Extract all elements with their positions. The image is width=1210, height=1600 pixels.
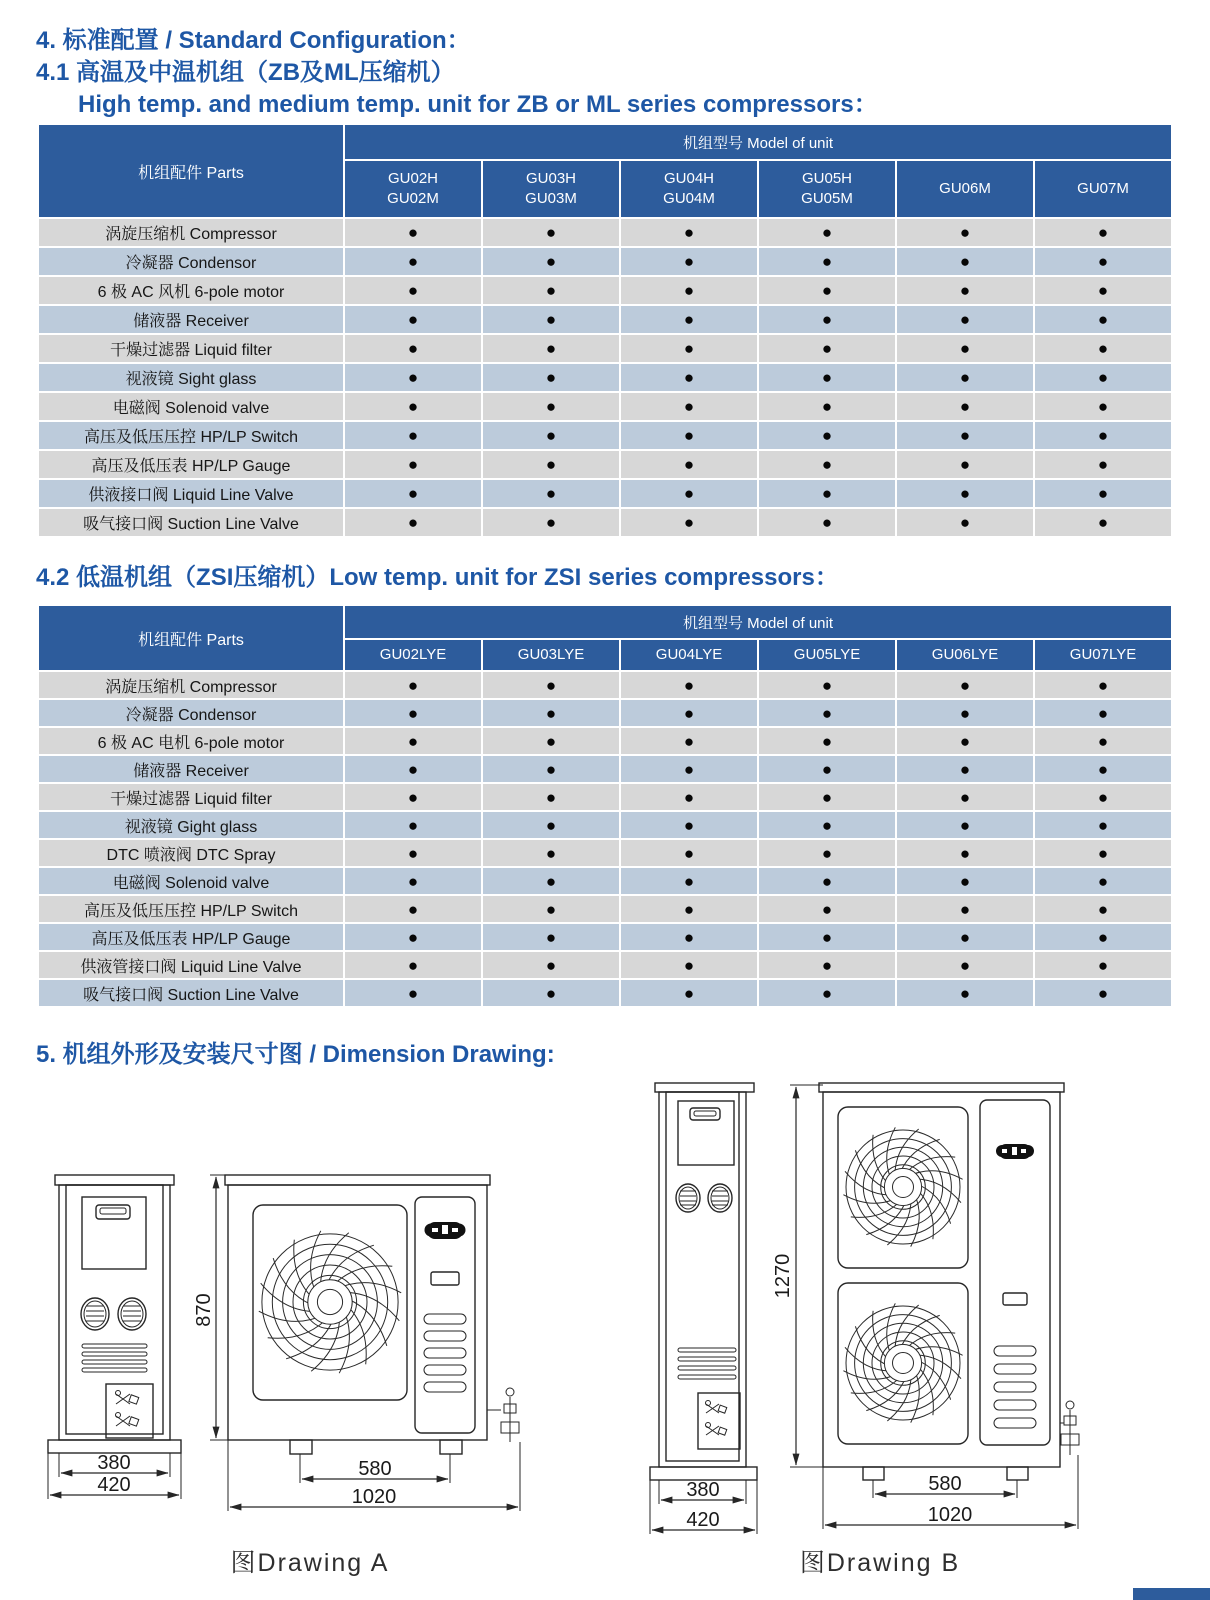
included-dot: ● [896, 811, 1034, 839]
included-dot: ● [482, 392, 620, 421]
included-dot: ● [758, 839, 896, 867]
table-row [38, 218, 1172, 247]
included-dot: ● [758, 392, 896, 421]
service-valve [1060, 1401, 1079, 1455]
included-dot: ● [1034, 450, 1172, 479]
included-dot: ● [620, 951, 758, 979]
included-dot: ● [758, 867, 896, 895]
model-column-GU03H: GU03H GU03M [482, 160, 620, 218]
drawing-b-caption: 图Drawing B [799, 1549, 961, 1577]
included-dot: ● [344, 508, 482, 537]
included-dot: ● [482, 783, 620, 811]
included-dot: ● [896, 450, 1034, 479]
included-dot: ● [896, 839, 1034, 867]
drawing-b-height-dim [772, 1085, 823, 1467]
part-label: 电磁阀 Solenoid valve [38, 867, 344, 895]
part-label: 储液器 Receiver [38, 305, 344, 334]
high-medium-temp-config-table [37, 123, 1173, 538]
included-dot: ● [344, 951, 482, 979]
pressure-gauge-icon [118, 1298, 146, 1330]
included-dot: ● [344, 218, 482, 247]
panel-vent-slats [994, 1346, 1036, 1428]
included-dot: ● [758, 895, 896, 923]
drawing-a-height-dim [193, 1175, 228, 1440]
valve-icon [706, 1401, 727, 1414]
valve-compartment [106, 1384, 153, 1438]
included-dot: ● [896, 867, 1034, 895]
included-dot: ● [896, 895, 1034, 923]
valve-icon [116, 1391, 139, 1405]
part-label: 高压及低压压控 HP/LP Switch [38, 421, 344, 450]
included-dot: ● [620, 839, 758, 867]
table-row [38, 247, 1172, 276]
section-4-title: 4. 标准配置 / Standard Configuration： [36, 27, 471, 54]
part-label: 冷凝器 Condensor [38, 699, 344, 727]
table-row [38, 699, 1172, 727]
included-dot: ● [758, 699, 896, 727]
included-dot: ● [896, 727, 1034, 755]
included-dot: ● [620, 979, 758, 1007]
included-dot: ● [758, 218, 896, 247]
table-row [38, 671, 1172, 699]
included-dot: ● [344, 979, 482, 1007]
part-label: 吸气接口阀 Suction Line Valve [38, 508, 344, 537]
model-column-GU06M: GU06M [896, 160, 1034, 218]
included-dot: ● [482, 479, 620, 508]
vent-slats [82, 1344, 147, 1372]
included-dot: ● [482, 334, 620, 363]
part-label: 6 极 AC 电机 6-pole motor [38, 727, 344, 755]
foot [290, 1440, 312, 1454]
included-dot: ● [482, 839, 620, 867]
dim-height: 1270 [772, 1253, 794, 1299]
included-dot: ● [482, 755, 620, 783]
part-label: 涡旋压缩机 Compressor [38, 218, 344, 247]
included-dot: ● [344, 276, 482, 305]
table-row [38, 276, 1172, 305]
dim-height: 870 [193, 1293, 215, 1327]
included-dot: ● [344, 839, 482, 867]
model-of-unit-header: 机组型号 Model of unit [344, 124, 1172, 160]
included-dot: ● [344, 305, 482, 334]
dim-outer-width: 420 [686, 1509, 720, 1531]
included-dot: ● [620, 811, 758, 839]
pressure-gauge-icon [676, 1184, 700, 1212]
included-dot: ● [344, 783, 482, 811]
drawing-a-caption: 图Drawing A [230, 1549, 390, 1577]
included-dot: ● [896, 783, 1034, 811]
section-41-title-zh: 4.1 高温及中温机组（ZB及ML压缩机） [36, 59, 455, 86]
parts-column-header: 机组配件 Parts [38, 124, 344, 218]
part-label: 视液镜 Gight glass [38, 811, 344, 839]
model-column-GU04H: GU04H GU04M [620, 160, 758, 218]
included-dot: ● [620, 783, 758, 811]
included-dot: ● [1034, 811, 1172, 839]
power-socket-icon [425, 1222, 466, 1239]
included-dot: ● [482, 951, 620, 979]
included-dot: ● [896, 363, 1034, 392]
included-dot: ● [758, 276, 896, 305]
included-dot: ● [758, 421, 896, 450]
included-dot: ● [620, 363, 758, 392]
table-row [38, 839, 1172, 867]
dim-inner-width: 380 [97, 1452, 131, 1474]
included-dot: ● [758, 755, 896, 783]
included-dot: ● [1034, 479, 1172, 508]
table-row [38, 867, 1172, 895]
included-dot: ● [1034, 218, 1172, 247]
included-dot: ● [1034, 923, 1172, 951]
included-dot: ● [758, 334, 896, 363]
dimension-drawing-b [600, 1048, 1210, 1543]
included-dot: ● [482, 247, 620, 276]
included-dot: ● [620, 450, 758, 479]
service-valve [487, 1388, 519, 1442]
drawing-a-front-view [225, 1175, 519, 1454]
drawing-b-front-dims [823, 1455, 1078, 1529]
table-row [38, 979, 1172, 1007]
included-dot: ● [620, 727, 758, 755]
section-41-title-en: High temp. and medium temp. unit for ZB or ML series compressors： [78, 91, 878, 118]
drawing-a-side-view [48, 1175, 181, 1453]
included-dot: ● [1034, 951, 1172, 979]
included-dot: ● [482, 363, 620, 392]
included-dot: ● [1034, 979, 1172, 1007]
included-dot: ● [620, 755, 758, 783]
included-dot: ● [758, 247, 896, 276]
table-row [38, 727, 1172, 755]
table-row [38, 508, 1172, 537]
parts-column-header: 机组配件 Parts [38, 605, 344, 671]
model-column-GU05H: GU05H GU05M [758, 160, 896, 218]
table-row [38, 363, 1172, 392]
included-dot: ● [896, 979, 1034, 1007]
included-dot: ● [344, 421, 482, 450]
table-row [38, 895, 1172, 923]
table-row [38, 479, 1172, 508]
table-row [38, 392, 1172, 421]
included-dot: ● [896, 951, 1034, 979]
dim-feet-span: 580 [928, 1473, 962, 1495]
section-5-title: 5. 机组外形及安装尺寸图 / Dimension Drawing: [36, 1041, 555, 1068]
fan-grille [843, 1127, 962, 1246]
part-label: 电磁阀 Solenoid valve [38, 392, 344, 421]
low-temp-config-table [37, 604, 1173, 1008]
drawing-a-front-dims [228, 1440, 520, 1511]
included-dot: ● [758, 363, 896, 392]
dim-inner-width: 380 [686, 1479, 720, 1501]
model-column-GU03LYE: GU03LYE [482, 639, 620, 671]
included-dot: ● [482, 867, 620, 895]
part-label: 冷凝器 Condensor [38, 247, 344, 276]
included-dot: ● [1034, 276, 1172, 305]
included-dot: ● [1034, 783, 1172, 811]
part-label: 高压及低压表 HP/LP Gauge [38, 450, 344, 479]
included-dot: ● [620, 218, 758, 247]
part-label: 储液器 Receiver [38, 755, 344, 783]
included-dot: ● [896, 305, 1034, 334]
included-dot: ● [758, 671, 896, 699]
included-dot: ● [758, 450, 896, 479]
table-row [38, 811, 1172, 839]
dim-total-width: 1020 [351, 1486, 397, 1508]
included-dot: ● [896, 479, 1034, 508]
included-dot: ● [344, 699, 482, 727]
included-dot: ● [482, 671, 620, 699]
included-dot: ● [482, 421, 620, 450]
included-dot: ● [620, 305, 758, 334]
model-of-unit-header: 机组型号 Model of unit [344, 605, 1172, 639]
included-dot: ● [344, 247, 482, 276]
included-dot: ● [620, 923, 758, 951]
included-dot: ● [758, 508, 896, 537]
included-dot: ● [482, 727, 620, 755]
included-dot: ● [482, 979, 620, 1007]
section-42-title: 4.2 低温机组（ZSI压缩机）Low temp. unit for ZSI series compressors： [36, 564, 839, 591]
model-column-GU02H: GU02H GU02M [344, 160, 482, 218]
included-dot: ● [896, 392, 1034, 421]
model-column-GU02LYE: GU02LYE [344, 639, 482, 671]
part-label: 吸气接口阀 Suction Line Valve [38, 979, 344, 1007]
page-accent-bar [1133, 1588, 1210, 1600]
included-dot: ● [1034, 247, 1172, 276]
included-dot: ● [896, 334, 1034, 363]
included-dot: ● [758, 479, 896, 508]
foot [863, 1467, 884, 1480]
included-dot: ● [344, 363, 482, 392]
included-dot: ● [482, 276, 620, 305]
included-dot: ● [758, 305, 896, 334]
included-dot: ● [344, 867, 482, 895]
included-dot: ● [344, 450, 482, 479]
included-dot: ● [1034, 755, 1172, 783]
part-label: DTC 喷液阀 DTC Spray [38, 839, 344, 867]
included-dot: ● [896, 247, 1034, 276]
part-label: 干燥过滤器 Liquid filter [38, 334, 344, 363]
included-dot: ● [482, 699, 620, 727]
part-label: 高压及低压压控 HP/LP Switch [38, 895, 344, 923]
included-dot: ● [896, 755, 1034, 783]
table-row [38, 450, 1172, 479]
included-dot: ● [344, 392, 482, 421]
included-dot: ● [482, 895, 620, 923]
included-dot: ● [1034, 671, 1172, 699]
included-dot: ● [620, 421, 758, 450]
included-dot: ● [896, 923, 1034, 951]
dim-feet-span: 580 [358, 1458, 392, 1480]
included-dot: ● [482, 508, 620, 537]
included-dot: ● [758, 811, 896, 839]
included-dot: ● [620, 334, 758, 363]
part-label: 供液接口阀 Liquid Line Valve [38, 479, 344, 508]
table-row [38, 755, 1172, 783]
fan-grille [843, 1303, 962, 1422]
foot [440, 1440, 462, 1454]
table-row [38, 951, 1172, 979]
dim-outer-width: 420 [97, 1474, 131, 1496]
foot [1007, 1467, 1028, 1480]
included-dot: ● [896, 699, 1034, 727]
part-label: 高压及低压表 HP/LP Gauge [38, 923, 344, 951]
pressure-gauge-icon [708, 1184, 732, 1212]
valve-icon [116, 1413, 139, 1427]
model-column-GU07LYE: GU07LYE [1034, 639, 1172, 671]
included-dot: ● [896, 421, 1034, 450]
included-dot: ● [344, 923, 482, 951]
included-dot: ● [896, 508, 1034, 537]
included-dot: ● [1034, 392, 1172, 421]
included-dot: ● [1034, 334, 1172, 363]
included-dot: ● [1034, 895, 1172, 923]
nameplate [431, 1272, 459, 1285]
included-dot: ● [482, 305, 620, 334]
included-dot: ● [620, 479, 758, 508]
included-dot: ● [344, 727, 482, 755]
part-label: 供液管接口阀 Liquid Line Valve [38, 951, 344, 979]
included-dot: ● [344, 811, 482, 839]
included-dot: ● [896, 671, 1034, 699]
dimension-drawing-a [34, 1142, 579, 1534]
included-dot: ● [620, 867, 758, 895]
included-dot: ● [758, 727, 896, 755]
included-dot: ● [482, 450, 620, 479]
table-row [38, 783, 1172, 811]
model-column-GU04LYE: GU04LYE [620, 639, 758, 671]
drawing-b-side-dims [650, 1479, 757, 1534]
table-row [38, 305, 1172, 334]
included-dot: ● [620, 276, 758, 305]
included-dot: ● [758, 923, 896, 951]
drawing-a-side-dims [48, 1452, 181, 1499]
valve-compartment [698, 1393, 740, 1449]
included-dot: ● [620, 671, 758, 699]
included-dot: ● [620, 247, 758, 276]
included-dot: ● [620, 508, 758, 537]
included-dot: ● [758, 783, 896, 811]
included-dot: ● [1034, 363, 1172, 392]
model-column-GU06LYE: GU06LYE [896, 639, 1034, 671]
fan-grille [259, 1231, 401, 1373]
included-dot: ● [344, 755, 482, 783]
included-dot: ● [1034, 421, 1172, 450]
included-dot: ● [482, 218, 620, 247]
included-dot: ● [620, 895, 758, 923]
pressure-gauge-icon [81, 1298, 109, 1330]
model-column-GU05LYE: GU05LYE [758, 639, 896, 671]
included-dot: ● [758, 979, 896, 1007]
included-dot: ● [482, 811, 620, 839]
included-dot: ● [896, 276, 1034, 305]
dim-total-width: 1020 [927, 1504, 973, 1526]
table-row [38, 421, 1172, 450]
included-dot: ● [1034, 305, 1172, 334]
included-dot: ● [1034, 508, 1172, 537]
included-dot: ● [620, 392, 758, 421]
included-dot: ● [344, 334, 482, 363]
model-column-GU07M: GU07M [1034, 160, 1172, 218]
panel-vent-slats [424, 1314, 466, 1392]
included-dot: ● [1034, 867, 1172, 895]
included-dot: ● [1034, 727, 1172, 755]
included-dot: ● [482, 923, 620, 951]
part-label: 涡旋压缩机 Compressor [38, 671, 344, 699]
included-dot: ● [344, 671, 482, 699]
drawing-b-front-view [819, 1083, 1079, 1480]
included-dot: ● [344, 479, 482, 508]
table-row [38, 923, 1172, 951]
included-dot: ● [1034, 699, 1172, 727]
included-dot: ● [1034, 839, 1172, 867]
part-label: 视液镜 Sight glass [38, 363, 344, 392]
vent-slats [678, 1348, 736, 1379]
included-dot: ● [896, 218, 1034, 247]
included-dot: ● [344, 895, 482, 923]
part-label: 干燥过滤器 Liquid filter [38, 783, 344, 811]
drawing-b-side-view [650, 1083, 757, 1480]
valve-icon [706, 1423, 727, 1436]
included-dot: ● [620, 699, 758, 727]
nameplate [1003, 1293, 1027, 1305]
table-row [38, 334, 1172, 363]
power-socket-icon [996, 1144, 1034, 1159]
part-label: 6 极 AC 风机 6-pole motor [38, 276, 344, 305]
included-dot: ● [758, 951, 896, 979]
